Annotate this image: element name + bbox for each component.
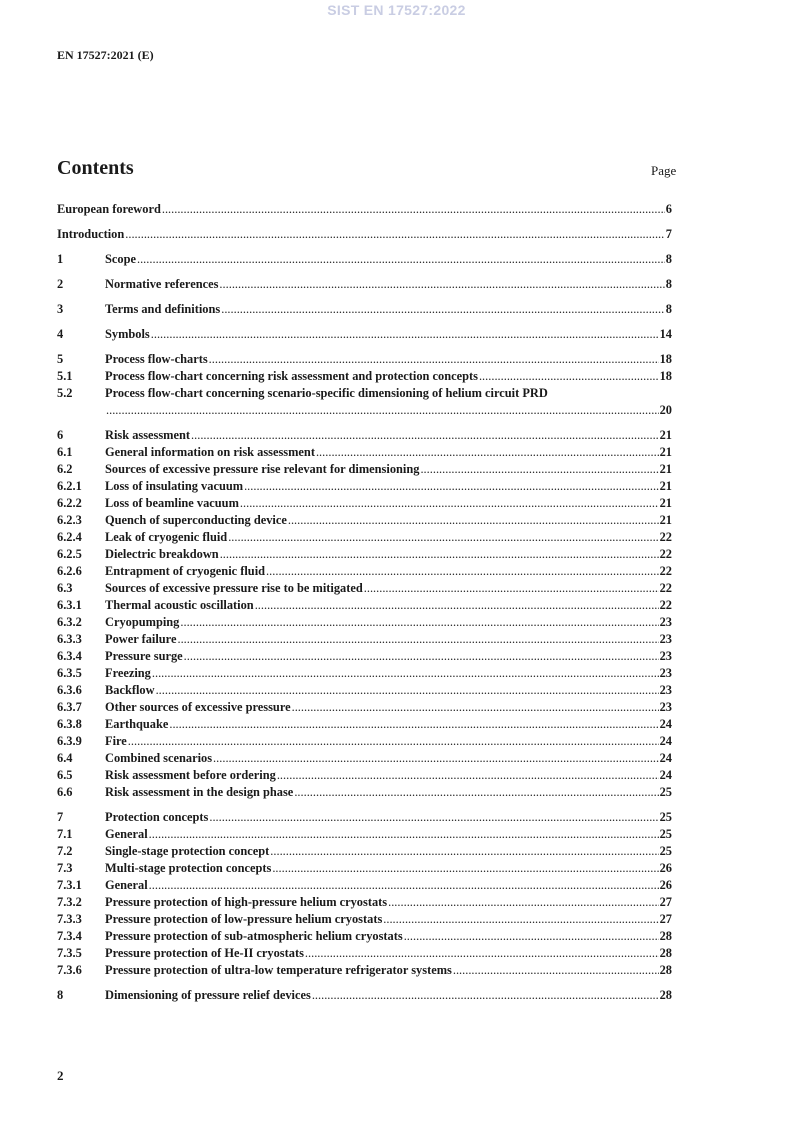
toc-entry-title: General [105,878,148,892]
toc-entry-title: Thermal acoustic oscillation [105,598,254,612]
toc-entry-page: 22 [659,547,672,561]
toc-entry-number: 7.3.3 [57,912,82,926]
toc-entry[interactable] [57,784,672,801]
toc-entry-title: General [105,827,148,841]
toc-entry[interactable] [57,301,672,318]
toc-entry-number: 2 [57,277,64,291]
toc-entry-number: 7.3.4 [57,929,82,943]
toc-entry-number: 4 [57,327,64,341]
dot-leader [272,860,658,877]
toc-entry-number: 6.2.1 [57,479,82,493]
toc-entry-title: Risk assessment [105,428,191,442]
dot-leader [209,809,658,826]
dot-leader [162,201,665,218]
toc-entry[interactable] [57,478,672,495]
toc-entry-number: 7.2 [57,844,73,858]
toc-entry-number: 6 [57,428,64,442]
toc-entry[interactable] [57,580,672,597]
toc-entry-page: 14 [659,327,672,341]
toc-entry-title: General information on risk assessment [105,445,315,459]
toc-entry[interactable] [57,809,672,826]
toc-entry-page: 25 [659,785,672,799]
toc-entry[interactable] [57,385,672,419]
toc-entry[interactable] [57,750,672,767]
dot-leader [266,563,659,580]
toc-entry-title: Sources of excessive pressure rise relevant for dimensioning [105,462,420,476]
toc-entry-page: 25 [659,844,672,858]
dot-leader [383,911,658,928]
dot-leader [209,351,659,368]
toc-entry-title: Leak of cryogenic fluid [105,530,228,544]
toc-entry-title: Introduction [57,227,125,241]
toc-entry-number: 6.2.5 [57,547,82,561]
toc-entry[interactable] [57,911,672,928]
toc-entry[interactable] [57,682,672,699]
toc-entry-number: 6.3 [57,581,73,595]
toc-entry-title: Entrapment of cryogenic fluid [105,564,266,578]
toc-entry-number: 6.3.1 [57,598,82,612]
toc-entry[interactable] [57,563,672,580]
page-number: 2 [57,1068,64,1083]
toc-entry-title: Normative references [105,277,219,291]
toc-entry-title: Scope [105,252,136,266]
page-column-label: Page [651,163,677,178]
toc-entry-number: 7.3 [57,861,73,875]
toc-entry[interactable] [57,251,672,268]
toc-entry-title: Terms and definitions [105,302,221,316]
toc-entry-title: Loss of beamline vacuum [105,496,239,510]
dot-leader [479,368,659,385]
table-of-contents [57,201,672,1004]
toc-entry-page: 28 [659,963,672,977]
toc-entry-page: 26 [659,878,672,892]
toc-entry[interactable] [57,733,672,750]
toc-entry-page: 24 [659,734,672,748]
toc-entry-page: 25 [659,827,672,841]
toc-entry[interactable] [57,767,672,784]
dot-leader [191,427,659,444]
toc-entry-page: 26 [659,861,672,875]
contents-heading: Contents [57,157,134,179]
toc-entry-title: Sources of excessive pressure rise to be mitigated [105,581,363,595]
toc-entry-number: 6.3.4 [57,649,82,663]
toc-entry[interactable] [57,987,672,1004]
toc-entry-title: Multi-stage protection concepts [105,861,272,875]
dot-leader [177,631,658,648]
toc-entry-number: 5.1 [57,369,73,383]
toc-entry[interactable] [57,276,672,293]
toc-entry-number: 6.3.3 [57,632,82,646]
toc-entry-number: 6.2.3 [57,513,82,527]
toc-entry[interactable] [57,614,672,631]
toc-entry-number: 6.3.9 [57,734,82,748]
toc-entry[interactable] [57,427,672,444]
toc-entry[interactable] [57,928,672,945]
toc-entry[interactable] [57,495,672,512]
toc-entry-title: Fire [105,734,127,748]
toc-entry[interactable] [57,529,672,546]
toc-entry-title: Dimensioning of pressure relief devices [105,988,311,1002]
dot-leader [255,597,659,614]
dot-leader [364,580,659,597]
toc-entry-page: 23 [659,683,672,697]
toc-entry-number: 3 [57,302,64,316]
toc-entry-page: 28 [659,929,672,943]
toc-entry[interactable] [57,226,672,243]
toc-entry-page: 23 [659,649,672,663]
toc-entry-page: 23 [659,632,672,646]
toc-entry-page: 25 [659,810,672,824]
toc-entry-page: 23 [659,700,672,714]
toc-entry-page: 8 [665,302,672,316]
toc-entry[interactable] [57,512,672,529]
dot-leader [228,529,658,546]
toc-entry-page: 18 [659,369,672,383]
toc-entry[interactable] [57,368,672,385]
toc-entry-page: 21 [659,462,672,476]
dot-leader [137,251,665,268]
toc-entry-title: Process flow-chart concerning scenario-specific dimensioning of helium circuit PRD [105,386,548,400]
dot-leader [149,826,659,843]
toc-entry[interactable] [57,546,672,563]
dot-leader [184,648,659,665]
dot-leader [420,461,658,478]
dot-leader [312,987,659,1004]
dot-leader [288,512,659,529]
toc-entry-page: 24 [659,717,672,731]
toc-entry-number: 7.3.5 [57,946,82,960]
toc-entry[interactable] [57,631,672,648]
toc-entry-title: Combined scenarios [105,751,213,765]
toc-entry-page: 28 [659,988,672,1002]
toc-entry-title: Other sources of excessive pressure [105,700,291,714]
toc-entry[interactable] [57,826,672,843]
toc-entry-page: 8 [665,277,672,291]
toc-entry-title: Process flow-chart concerning risk assessment and protection concepts [105,369,478,383]
dot-leader [213,750,659,767]
toc-entry-number: 5.2 [57,386,73,400]
toc-entry-page: 7 [665,227,672,241]
toc-entry-page: 24 [659,751,672,765]
toc-entry[interactable] [57,843,672,860]
toc-entry-number: 6.3.2 [57,615,82,629]
toc-entry-page: 22 [659,564,672,578]
toc-entry[interactable] [57,699,672,716]
toc-entry-title: European foreword [57,202,161,216]
toc-entry-number: 7.3.1 [57,878,82,892]
toc-entry-number: 6.2 [57,462,73,476]
toc-entry-number: 6.3.8 [57,717,82,731]
toc-entry-page: 23 [659,615,672,629]
toc-entry-title: Backflow [105,683,155,697]
dot-leader [152,665,659,682]
toc-entry-page: 22 [659,530,672,544]
dot-leader [292,699,659,716]
toc-entry-number: 6.3.7 [57,700,82,714]
dot-leader [180,614,658,631]
toc-entry-title: Protection concepts [105,810,209,824]
dot-leader [404,928,659,945]
toc-entry-number: 6.5 [57,768,73,782]
toc-entry-title: Power failure [105,632,177,646]
toc-entry-page: 22 [659,581,672,595]
toc-entry-page: 21 [659,496,672,510]
toc-entry-number: 7.3.6 [57,963,82,977]
toc-entry-title: Pressure protection of ultra-low temperature refrigerator systems [105,963,452,977]
dot-leader [294,784,658,801]
toc-entry-page: 22 [659,598,672,612]
toc-entry-number: 6.4 [57,751,73,765]
toc-entry-page: 6 [665,202,672,216]
dot-leader [240,495,659,512]
toc-entry-page: 21 [659,479,672,493]
dot-leader [221,301,665,318]
toc-entry-page: 8 [665,252,672,266]
toc-entry[interactable] [57,326,672,343]
toc-entry-number: 5 [57,352,64,366]
dot-leader [106,402,659,419]
toc-entry-page: 18 [659,352,672,366]
toc-entry-title: Freezing [105,666,151,680]
toc-entry-title: Quench of superconducting device [105,513,287,527]
dot-leader [219,276,664,293]
dot-leader [316,444,659,461]
toc-entry[interactable] [57,665,672,682]
toc-entry-number: 6.3.6 [57,683,82,697]
document-id: EN 17527:2021 (E) [57,48,154,62]
toc-entry-title: Pressure protection of high-pressure helium cryostats [105,895,388,909]
toc-entry-title: Symbols [105,327,150,341]
toc-entry[interactable] [57,877,672,894]
toc-entry-number: 7.3.2 [57,895,82,909]
toc-entry-page: 27 [659,912,672,926]
toc-entry-number: 6.1 [57,445,73,459]
toc-entry-title: Loss of insulating vacuum [105,479,244,493]
toc-entry-page: 28 [659,946,672,960]
toc-entry-page: 21 [659,513,672,527]
toc-entry[interactable] [57,597,672,614]
toc-entry-page: 21 [659,428,672,442]
toc-entry-title: Dielectric breakdown [105,547,219,561]
dot-leader [453,962,659,979]
toc-entry-title: Pressure protection of low-pressure helium cryostats [105,912,383,926]
toc-entry[interactable] [57,444,672,461]
toc-entry-page: 21 [659,445,672,459]
toc-entry-number: 1 [57,252,64,266]
dot-leader [244,478,659,495]
toc-entry-title: Earthquake [105,717,169,731]
dot-leader [277,767,659,784]
dot-leader [169,716,658,733]
toc-entry-number: 8 [57,988,64,1002]
watermark: SIST EN 17527:2022 [327,2,466,18]
toc-entry-title: Pressure protection of sub-atmospheric helium cryostats [105,929,403,943]
toc-entry[interactable] [57,351,672,368]
dot-leader [149,877,659,894]
toc-entry-page: 27 [659,895,672,909]
toc-entry-page: 24 [659,768,672,782]
toc-entry[interactable] [57,860,672,877]
toc-entry[interactable] [57,894,672,911]
toc-entry[interactable] [57,945,672,962]
toc-entry-number: 6.3.5 [57,666,82,680]
toc-entry-number: 6.2.6 [57,564,82,578]
toc-entry[interactable] [57,962,672,979]
dot-leader [156,682,659,699]
toc-entry-title: Cryopumping [105,615,180,629]
toc-entry-number: 7.1 [57,827,73,841]
toc-entry[interactable] [57,461,672,478]
toc-entry-number: 6.6 [57,785,73,799]
dot-leader [220,546,659,563]
toc-entry-page: 23 [659,666,672,680]
dot-leader [305,945,659,962]
toc-entry-title: Risk assessment in the design phase [105,785,294,799]
toc-entry[interactable] [57,201,672,218]
dot-leader [270,843,658,860]
dot-leader [151,326,659,343]
toc-entry-title: Process flow-charts [105,352,208,366]
toc-entry-title: Pressure surge [105,649,183,663]
dot-leader [128,733,659,750]
dot-leader [125,226,665,243]
toc-entry-title: Pressure protection of He-II cryostats [105,946,304,960]
dot-leader [388,894,659,911]
toc-entry-number: 6.2.2 [57,496,82,510]
toc-entry[interactable] [57,648,672,665]
toc-entry-page: 20 [659,403,672,417]
toc-entry-title: Single-stage protection concept [105,844,270,858]
toc-entry[interactable] [57,716,672,733]
toc-entry-title: Risk assessment before ordering [105,768,276,782]
toc-entry-number: 7 [57,810,64,824]
toc-entry-number: 6.2.4 [57,530,82,544]
